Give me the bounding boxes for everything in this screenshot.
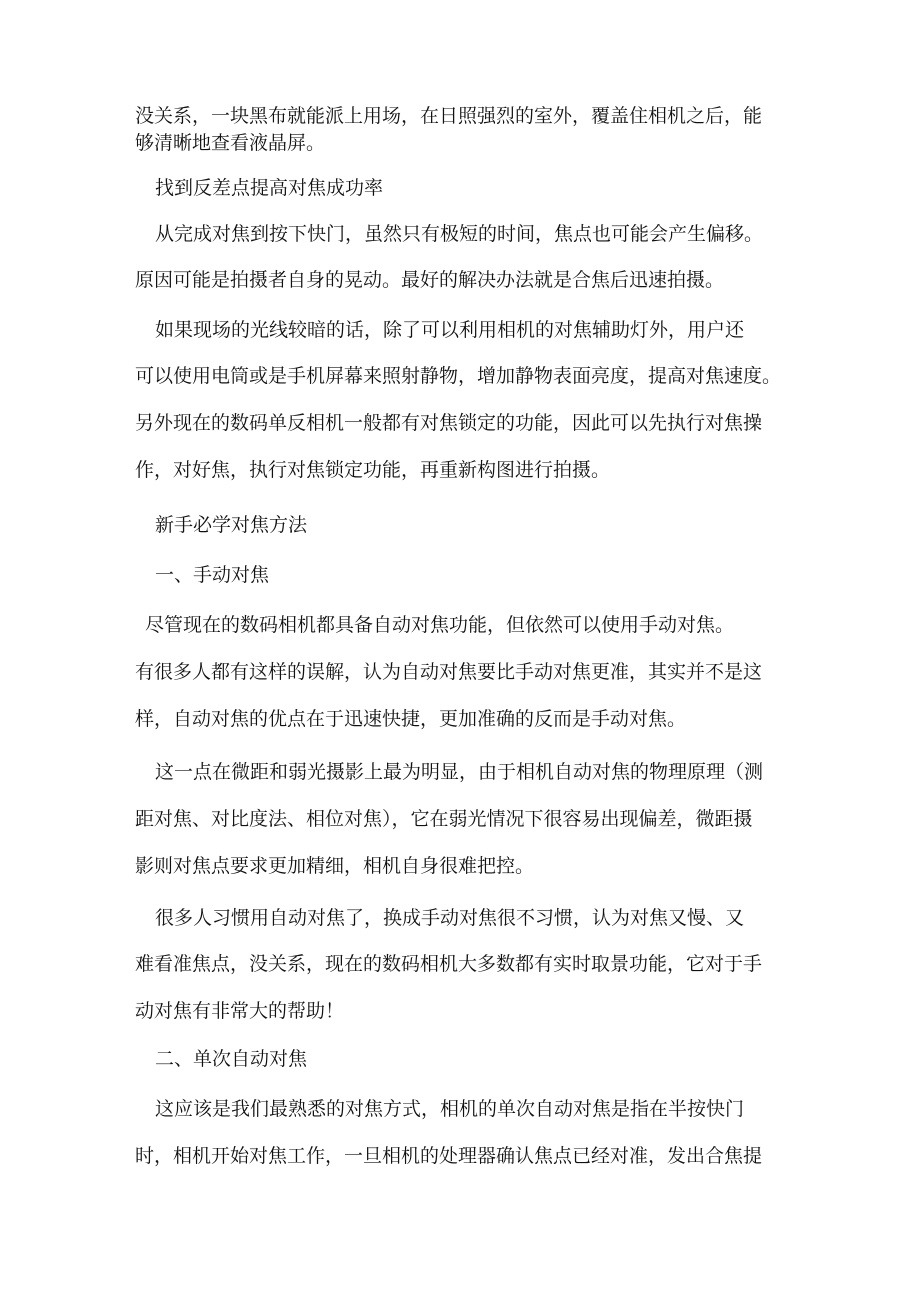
body-text-line: 难看准焦点，没关系，现在的数码相机大多数都有实时取景功能，它对于手 bbox=[135, 953, 763, 975]
section-heading: 一、手动对焦 bbox=[155, 564, 270, 586]
body-text-line: 原因可能是拍摄者自身的晃动。最好的解决办法就是合焦后迅速拍摄。 bbox=[135, 269, 725, 291]
body-text-line: 样，自动对焦的优点在于迅速快捷，更加准确的反而是手动对焦。 bbox=[135, 708, 687, 730]
body-text-line: 从完成对焦到按下快门，虽然只有极短的时间，焦点也可能会产生偏移。 bbox=[155, 223, 764, 245]
body-text-line: 有很多人都有这样的误解，认为自动对焦要比手动对焦更准，其实并不是这 bbox=[135, 661, 763, 683]
body-text-line: 这应该是我们最熟悉的对焦方式，相机的单次自动对焦是指在半按快门 bbox=[155, 1098, 745, 1120]
body-text-line: 时，相机开始对焦工作，一旦相机的处理器确认焦点已经对准，发出合焦提 bbox=[135, 1145, 763, 1167]
body-text-line: 没关系，一块黑布就能派上用场，在日照强烈的室外，覆盖住相机之后，能 bbox=[135, 105, 763, 127]
body-text-line: 够清晰地查看液晶屏。 bbox=[135, 132, 326, 154]
body-text-line: 如果现场的光线较暗的话，除了可以利用相机的对焦辅助灯外，用户还 bbox=[155, 319, 745, 341]
body-text-line: 另外现在的数码单反相机一般都有对焦锁定的功能，因此可以先执行对焦操 bbox=[135, 412, 763, 434]
body-text-line: 尽管现在的数码相机都具备自动对焦功能，但依然可以使用手动对焦。 bbox=[145, 614, 735, 636]
section-heading: 二、单次自动对焦 bbox=[155, 1048, 308, 1070]
body-text-line: 可以使用电筒或是手机屏幕来照射静物，增加静物表面亮度，提高对焦速度。 bbox=[135, 365, 782, 387]
body-text-line: 这一点在微距和弱光摄影上最为明显，由于相机自动对焦的物理原理（测 bbox=[155, 761, 764, 783]
body-text-line: 很多人习惯用自动对焦了，换成手动对焦很不习惯，认为对焦又慢、又 bbox=[155, 907, 745, 929]
section-heading: 新手必学对焦方法 bbox=[155, 514, 308, 536]
body-text-line: 动对焦有非常大的帮助！ bbox=[135, 1000, 345, 1022]
section-heading: 找到反差点提高对焦成功率 bbox=[155, 177, 384, 199]
body-text-line: 距对焦、对比度法、相位对焦），它在弱光情况下很容易出现偏差，微距摄 bbox=[135, 808, 753, 830]
body-text-line: 影则对焦点要求更加精细，相机自身很难把控。 bbox=[135, 855, 535, 877]
body-text-line: 作，对好焦，执行对焦锁定功能，再重新构图进行拍摄。 bbox=[135, 459, 611, 481]
